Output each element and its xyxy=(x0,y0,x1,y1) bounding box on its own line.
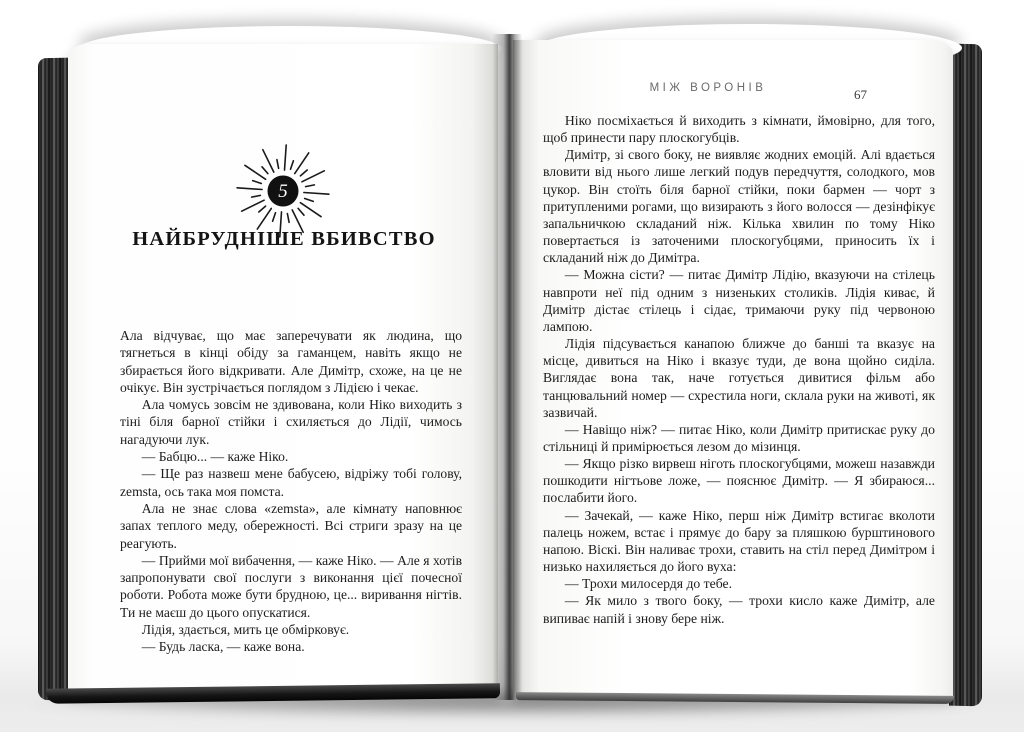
paragraph: — Бабцю... — каже Ніко. xyxy=(141,449,289,465)
right-page-body xyxy=(543,112,935,627)
paragraph: Лідія підсувається канапою ближче до банші та вказує на місце, дивиться на Ніко і вказує туди, де вона щойно сиділа. Виглядає вона так, наче готується дивитися фільм або танцювальний номер — схрестила ноги, склала руки на животі, як зазвичай. xyxy=(543,336,935,420)
right-page-edges xyxy=(949,44,982,707)
chapter-number: 5 xyxy=(278,181,288,202)
paragraph: Ніко посміхається й виходить з кімнати, ймовірно, для того, щоб принести пару плоскогубців. xyxy=(543,113,935,146)
paragraph: — Прийми мої вибачення, — каже Ніко. — Але я хотів запропонувати свої послуги з виконання цієї почесної роботи. Робота може бути брудною, це... виривання нігтів. Ти не маєш до цього опускатися. xyxy=(120,552,462,620)
left-page xyxy=(68,44,498,697)
paragraph: Ала чомусь зовсім не здивована, коли Ніко виходить з тіні біля барної стійки і схиляється до Лідії, чимось нагадуючи лук. xyxy=(120,397,462,447)
running-head xyxy=(543,82,933,102)
paragraph: — Зачекай, — каже Ніко, перш ніж Димітр встигає вколоти палець ножем, встає і прямує до бару за пляшкою бурштинового напою. Віскі. Він наливає трохи, ставить на стіл перед Димітром і низько нахиляється до його вуха: xyxy=(543,507,935,575)
paragraph: — Якщо різко вирвеш ніготь плоскогубцями, можеш назавжди пошкодити нігтьове ложе, — пояснює Димітр. — Я збираюся... послабити його. xyxy=(543,456,935,506)
paragraph: Лідія, здається, мить це обмірковує. xyxy=(141,622,350,638)
paragraph: — Як мило з твого боку, — трохи кисло каже Димітр, але випиває напій і знову бере ніж. xyxy=(543,593,935,626)
paragraph: — Ще раз назвеш мене бабусею, відріжу тобі голову, zemsta, ось така моя помста. xyxy=(120,466,462,499)
left-page-body xyxy=(120,327,462,656)
chapter-title: НАЙБРУДНІШЕ ВБИВСТВО xyxy=(132,228,436,250)
left-page-edges xyxy=(38,58,71,701)
paragraph: — Будь ласка, — каже вона. xyxy=(141,639,305,655)
right-page xyxy=(513,40,953,700)
paragraph: — Навіщо ніж? — питає Ніко, коли Димітр притискає руку до стільниці й примірюється лезом до мізинця. xyxy=(543,421,935,454)
paragraph: — Трохи милосердя до тебе. xyxy=(564,576,733,592)
paragraph: — Можна сісти? — питає Димітр Лідію, вказуючи на стілець навпроти неї під одним з низеньких столиків. Лідія киває, й Димітр дістає стілець і сідає, тримаючи руку під червоною лампою. xyxy=(543,267,935,334)
paragraph: Димітр, зі свого боку, не виявляє жодних емоцій. Алі вдається вловити від нього лише легкий подув передчуття, солодкого, мов цукор. Він стоїть біля барної стійки, поки бармен — чорт з притупленими рогами, що визирають з його волосся — дезінфікує запальничкою складаний ніж. Кілька хвилин по тому Ніко повертається із заточеними плоскогубцями, приносить їх і складаний ніж до Димітра. xyxy=(543,147,935,266)
book-gutter-shadow xyxy=(492,34,522,700)
paragraph: Ала не знає слова «zemsta», але кімнату наповнює запах теплого меду, обережності. Всі стриги зразу на це реагують. xyxy=(120,500,462,551)
running-head-title: МІЖ ВОРОНІВ xyxy=(649,82,767,94)
paragraph: Ала відчуває, що має заперечувати як людина, що тягнеться в кінці обіду за гаманцем, навіть якщо не збирається його відкривати. Але Димітр, схоже, на це не очікує. Він зустрічається поглядом з Лідією і чекає. xyxy=(120,328,462,395)
page-number: 67 xyxy=(854,87,867,102)
